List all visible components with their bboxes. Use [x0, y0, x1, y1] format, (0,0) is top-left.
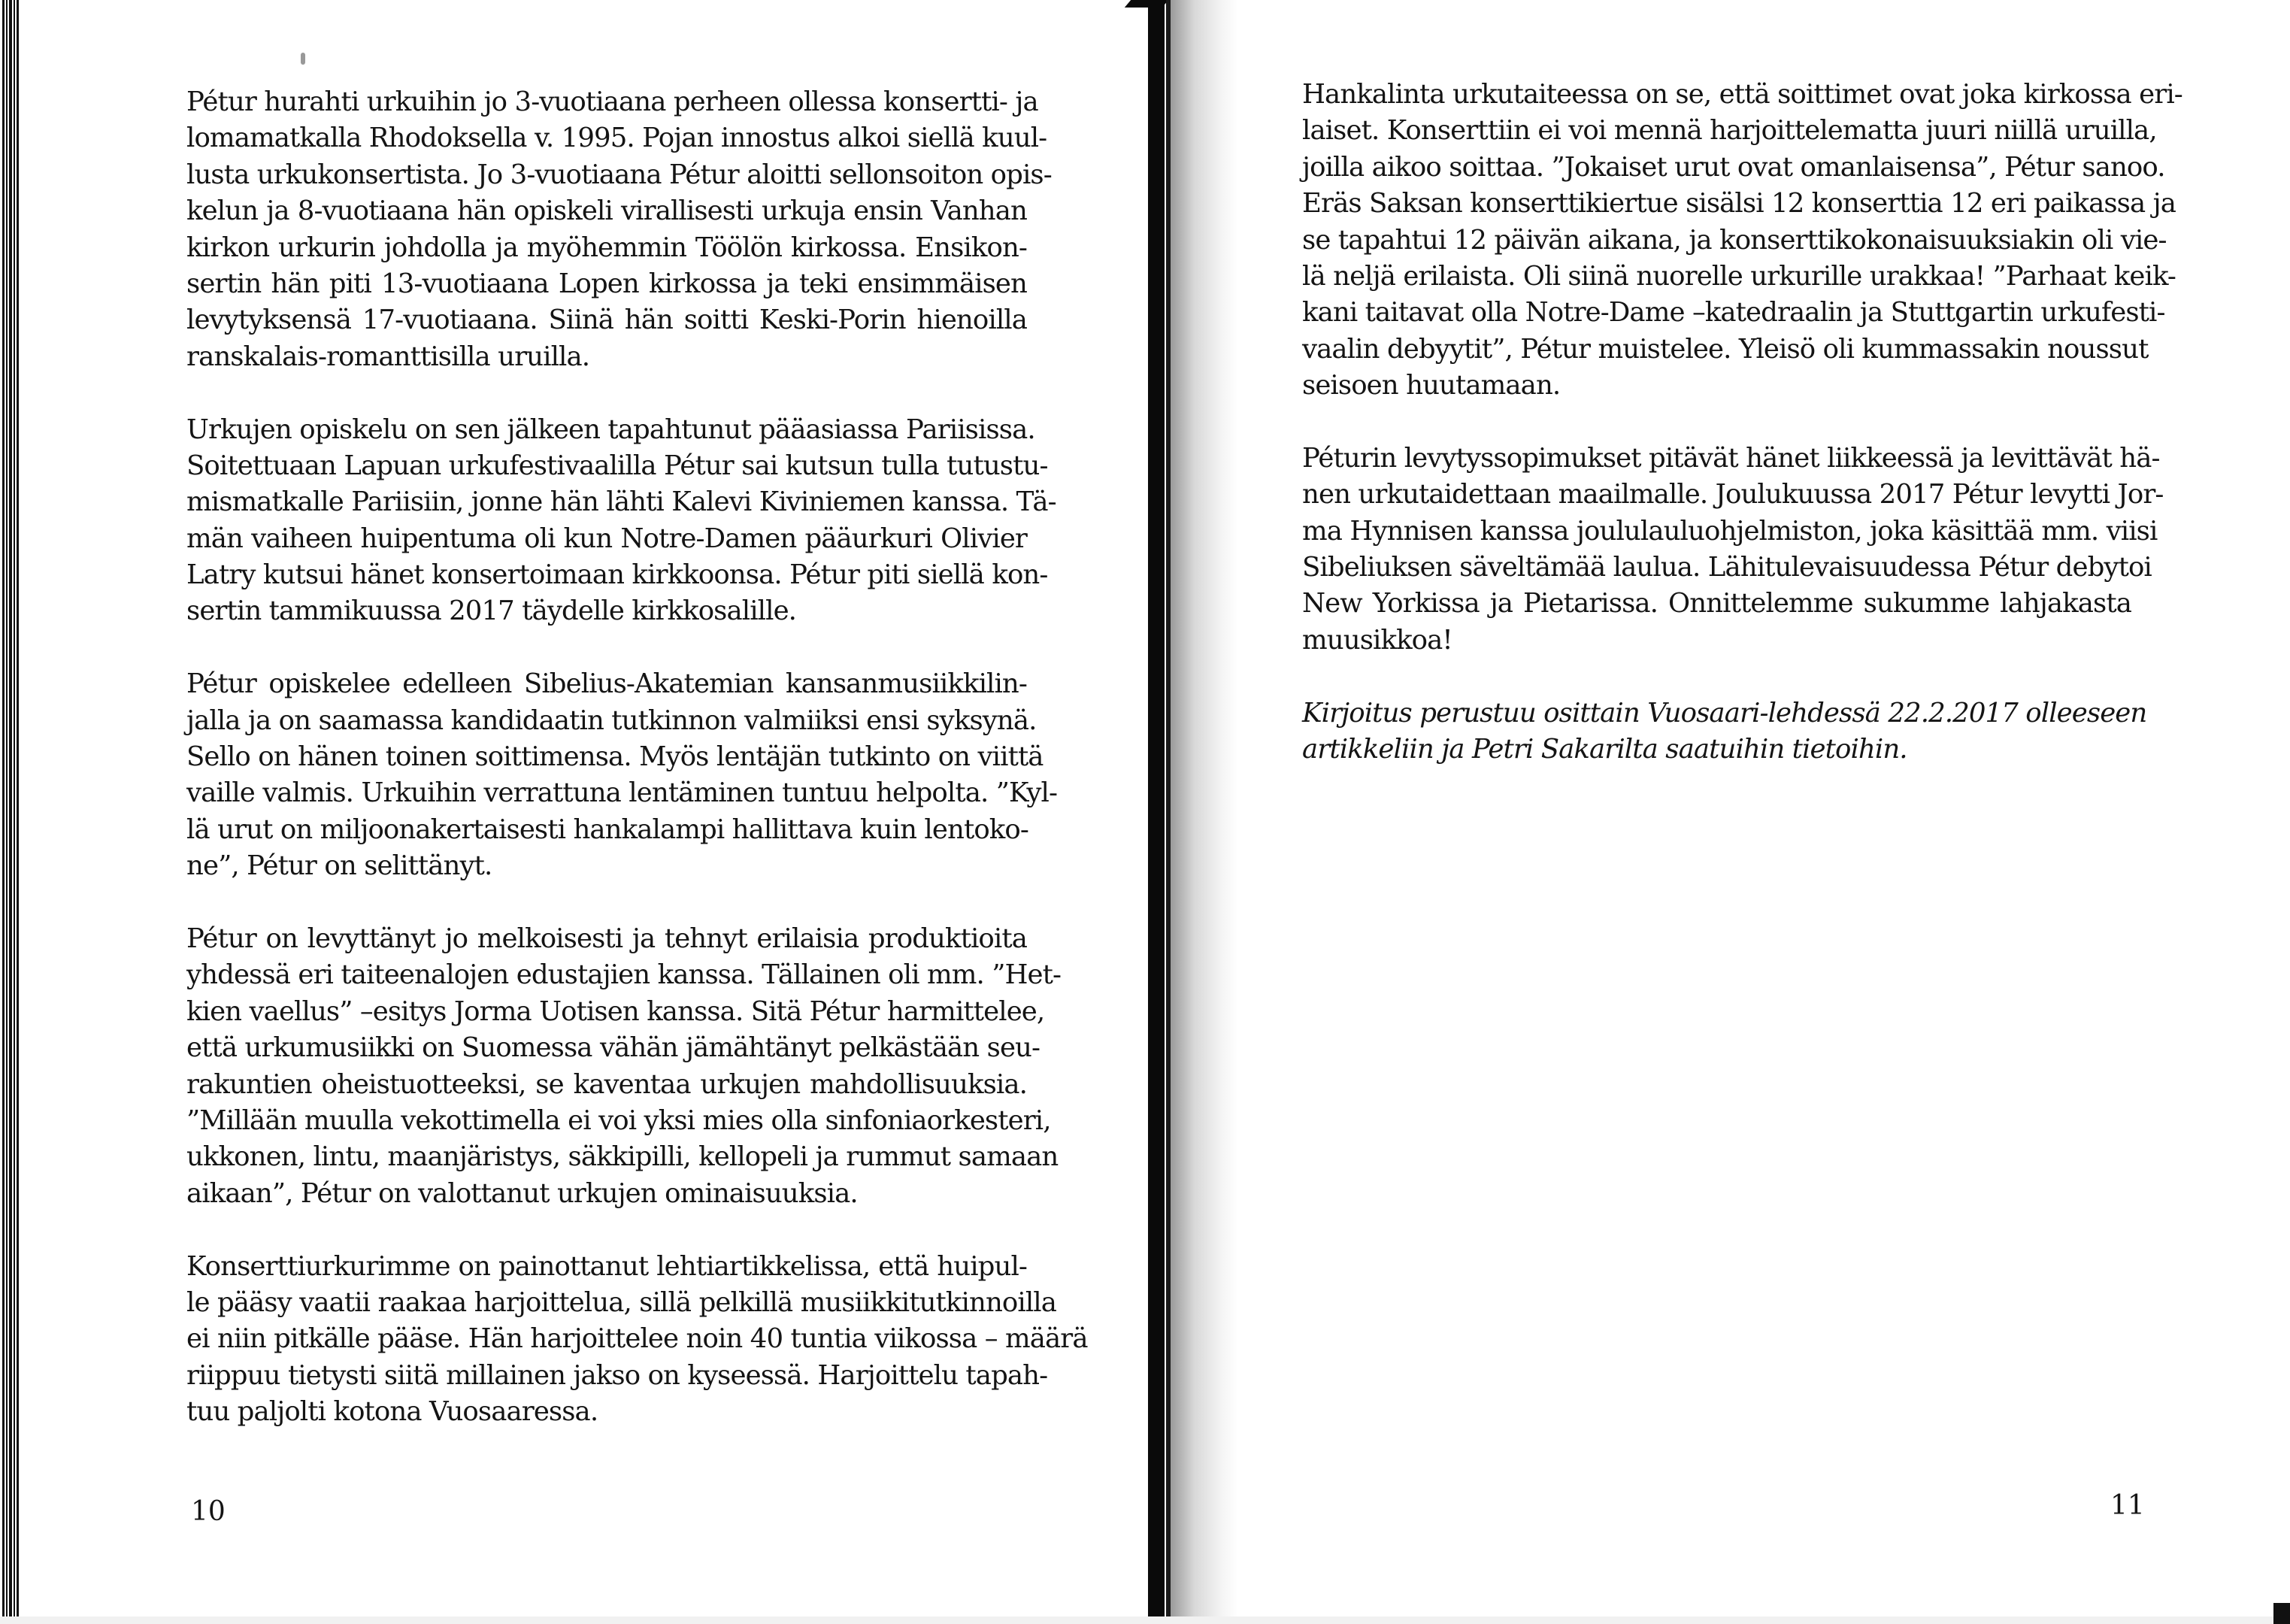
right-page: [1173, 0, 2290, 1624]
left-page-body: [186, 84, 1088, 1467]
text-line: Pétur opiskelee edelleen Sibelius-Akatemian kansanmusiikkilin-: [186, 668, 1027, 700]
text-line: se tapahtui 12 päivän aikana, ja konserttikokonaisuuksiakin oli vie-: [1302, 224, 2167, 256]
text-line: Latry kutsui hänet konsertoimaan kirkkoonsa. Pétur piti siellä kon-: [186, 559, 1048, 591]
paragraph: [186, 1249, 1088, 1431]
text-line: New Yorkissa ja Pietarissa. Onnittelemme sukumme lahjakasta: [1302, 588, 2131, 620]
text-line: män vaiheen huipentuma oli kun Notre-Damen pääurkuri Olivier: [186, 523, 1027, 554]
text-line: le pääsy vaatii raakaa harjoittelua, sillä pelkillä musiikkitutkinnoilla: [186, 1286, 1057, 1318]
text-line: vaalin debyytit”, Pétur muistelee. Yleisö oli kummassakin noussut: [1302, 333, 2149, 365]
text-line: lä neljä erilaista. Oli siinä nuorelle urkurille urakkaa! ”Parhaat keik-: [1302, 260, 2176, 292]
text-line: kien vaellus” –esitys Jorma Uotisen kanssa. Sitä Pétur harmittelee,: [186, 995, 1045, 1027]
text-line: Hankalinta urkutaiteessa on se, että soittimet ovat joka kirkossa eri-: [1302, 79, 2182, 110]
text-line: Soitettuaan Lapuan urkufestivaalilla Pétur sai kutsun tulla tutustu-: [186, 450, 1048, 481]
page-edge-stack: [0, 0, 23, 1616]
paragraph: [1302, 77, 2182, 404]
text-line: levytyksensä 17-vuotiaana. Siinä hän soitti Keski-Porin hienoilla: [186, 304, 1027, 336]
gutter-shadow: [1171, 0, 1238, 1624]
text-line: kelun ja 8-vuotiaana hän opiskeli virallisesti urkuja ensin Vanhan: [186, 195, 1027, 227]
page-number-right: 11: [2110, 1490, 2145, 1521]
text-line: Sibeliuksen säveltämää laulua. Lähitulevaisuudessa Pétur debytoi: [1302, 552, 2152, 583]
book-binding-gutter: [1148, 0, 1165, 1624]
text-line: nen urkutaidettaan maailmalle. Joulukuussa 2017 Pétur levytti Jor-: [1302, 479, 2164, 511]
paragraph: [186, 84, 1052, 375]
text-line: ma Hynnisen kanssa joululauluohjelmiston, joka käsittää mm. viisi: [1302, 515, 2158, 547]
text-line: vaille valmis. Urkuihin verrattuna lentäminen tuntuu helpolta. ”Kyl-: [186, 777, 1058, 809]
text-line: joilla aikoo soittaa. ”Jokaiset urut ovat omanlaisensa”, Pétur sanoo.: [1302, 151, 2165, 183]
text-line: Kirjoitus perustuu osittain Vuosaari-lehdessä 22.2.2017 olleeseen: [1302, 697, 2147, 729]
text-line: aikaan”, Pétur on valottanut urkujen ominaisuuksia.: [186, 1177, 858, 1209]
page-number-left: 10: [191, 1496, 226, 1527]
scan-speck: [301, 53, 305, 65]
text-line: mismatkalle Pariisiin, jonne hän lähti Kalevi Kiviniemen kanssa. Tä-: [186, 486, 1056, 518]
text-line: kani taitavat olla Notre-Dame –katedraalin ja Stuttgartin urkufesti-: [1302, 297, 2165, 329]
text-line: ukkonen, lintu, maanjäristys, säkkipilli, kellopeli ja rummut samaan: [186, 1141, 1059, 1173]
text-line: riippuu tietysti siitä millainen jakso on kyseessä. Harjoittelu tapah-: [186, 1359, 1048, 1391]
text-line: Pétur on levyttänyt jo melkoisesti ja tehnyt erilaisia produktioita: [186, 923, 1027, 954]
text-line: laiset. Konserttiin ei voi mennä harjoittelematta juuri niillä uruilla,: [1302, 115, 2157, 147]
text-line: seisoen huutamaan.: [1302, 370, 1561, 401]
text-line: Sello on hänen toinen soittimensa. Myös lentäjän tutkinto on viittä: [186, 741, 1044, 773]
text-line: muusikkoa!: [1302, 624, 1452, 656]
text-line: sertin hän piti 13-vuotiaana Lopen kirkossa ja teki ensimmäisen: [186, 268, 1027, 299]
text-line: ei niin pitkälle pääse. Hän harjoittelee noin 40 tuntia viikossa – määrä: [186, 1323, 1088, 1355]
text-line: jalla ja on saamassa kandidaatin tutkinnon valmiiksi ensi syksynä.: [186, 704, 1037, 736]
text-line: ranskalais-romanttisilla uruilla.: [186, 341, 590, 372]
text-line: tuu paljolti kotona Vuosaaressa.: [186, 1396, 598, 1428]
scan-bottom-edge: [0, 1616, 2290, 1624]
text-line: Konserttiurkurimme on painottanut lehtiartikkelissa, että huipul-: [186, 1250, 1027, 1282]
text-line: lomamatkalla Rhodoksella v. 1995. Pojan innostus alkoi siellä kuul-: [186, 123, 1047, 154]
text-line: että urkumusiikki on Suomessa vähän jämähtänyt pelkästään seu-: [186, 1032, 1040, 1064]
text-line: Eräs Saksan konserttikiertue sisälsi 12 konserttia 12 eri paikassa ja: [1302, 188, 2176, 220]
scan-corner: [2273, 1603, 2290, 1624]
paragraph: [186, 412, 1056, 630]
text-line: rakuntien oheistuotteeksi, se kaventaa urkujen mahdollisuuksia.: [186, 1068, 1027, 1100]
text-line: ”Millään muulla vekottimella ei voi yksi mies olla sinfoniaorkesteri,: [186, 1104, 1051, 1136]
text-line: kirkon urkurin johdolla ja myöhemmin Töölön kirkossa. Ensikon-: [186, 232, 1027, 263]
right-page-body: [1302, 77, 2182, 804]
text-line: lä urut on miljoonakertaisesti hankalampi hallittava kuin lentoko-: [186, 814, 1028, 845]
paragraph: [186, 921, 1062, 1212]
text-line: ne”, Pétur on selittänyt.: [186, 850, 492, 882]
text-line: yhdessä eri taiteenalojen edustajien kanssa. Tällainen oli mm. ”Het-: [186, 959, 1062, 991]
text-line: lusta urkukonsertista. Jo 3-vuotiaana Pétur aloitti sellonsoiton opis-: [186, 159, 1052, 190]
text-line: sertin tammikuussa 2017 täydelle kirkkosalille.: [186, 595, 797, 627]
paragraph: [1302, 441, 2164, 659]
text-line: Péturin levytyssopimukset pitävät hänet liikkeessä ja levittävät hä-: [1302, 442, 2160, 474]
text-line: artikkeliin ja Petri Sakarilta saatuihin tietoihin.: [1302, 734, 1907, 765]
paragraph: [186, 666, 1058, 884]
text-line: Pétur hurahti urkuihin jo 3-vuotiaana perheen ollessa konsertti- ja: [186, 86, 1038, 117]
text-line: Urkujen opiskelu on sen jälkeen tapahtunut pääasiassa Pariisissa.: [186, 414, 1035, 445]
source-note: [1302, 695, 2147, 768]
